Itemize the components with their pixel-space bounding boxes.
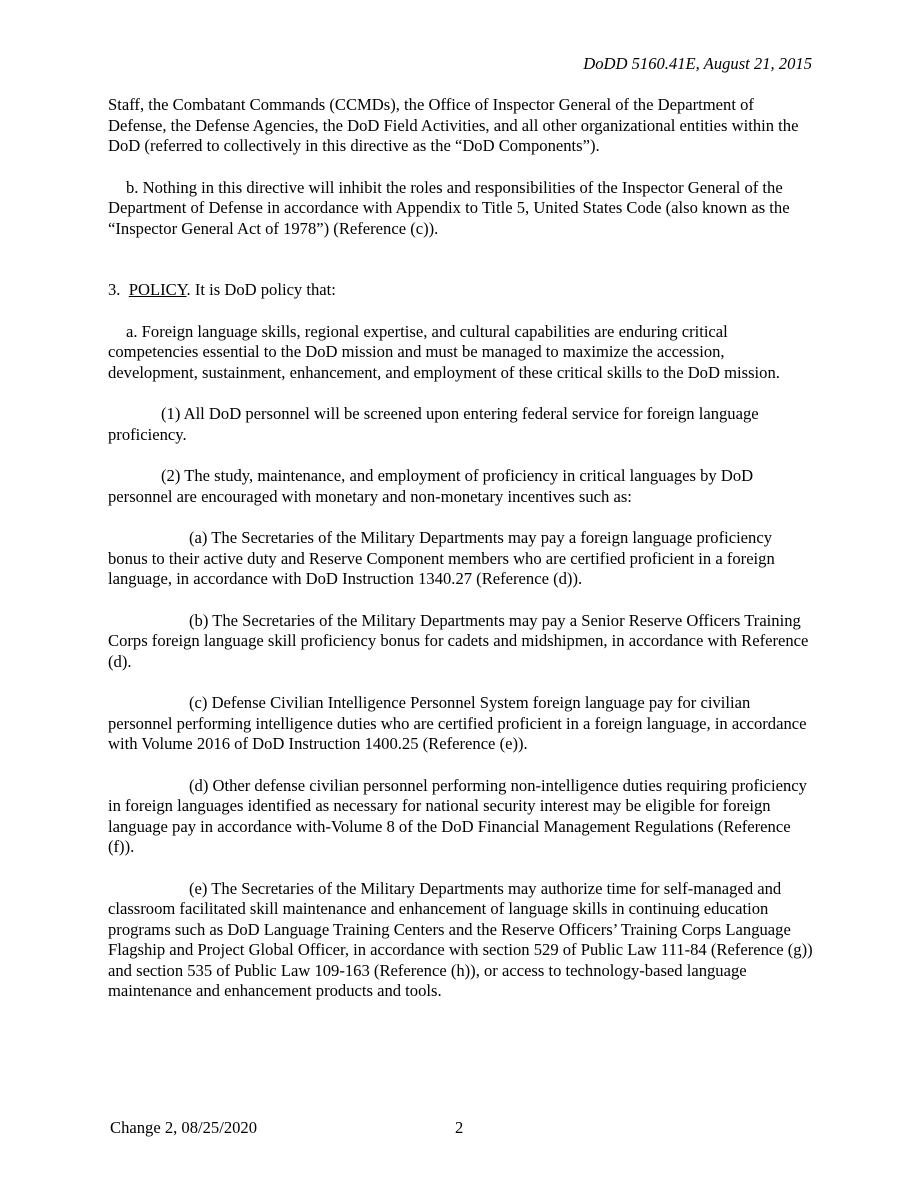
section-lead: . It is DoD policy that: <box>186 280 336 299</box>
document-header: DoDD 5160.41E, August 21, 2015 <box>583 54 812 73</box>
section-number: 3. <box>108 280 121 299</box>
paragraph-3a2c: (c) Defense Civilian Intelligence Personnel System foreign language pay for civilian personnel performing intelligence duties who are certified proficient in a foreign language, in accordance with Volume 2016 of DoD Instruction 1400.25 (Reference (e)). <box>108 693 807 753</box>
paragraph-3a2a: (a) The Secretaries of the Military Departments may pay a foreign language proficiency bonus to their active duty and Reserve Component members who are certified proficient in a foreign language, in accordance with DoD Instruction 1340.27 (Reference (d)). <box>108 528 775 588</box>
paragraph-3a1: (1) All DoD personnel will be screened upon entering federal service for foreign language proficiency. <box>108 404 759 444</box>
paragraph-2b: b. Nothing in this directive will inhibit the roles and responsibilities of the Inspector General of the Department of Defense in accordance with Appendix to Title 5, United States Code (also known as the “Inspector General Act of 1978”) (Reference (c)). <box>108 177 790 238</box>
paragraph-3a2e: (e) The Secretaries of the Military Departments may authorize time for self-managed and classroom facilitated skill maintenance and enhancement of language skills in continuing education programs such as DoD Language Training Centers and the Reserve Officers’ Training Corps Language Flagship and Project Global Officer, in accordance with section 529 of Public Law 111-84 (Reference (g)) and section 535 of Public Law 109-163 (Reference (h)), or access to technology-based language maintenance and enhancement products and tools. <box>108 878 813 1000</box>
footer-change-note: Change 2, 08/25/2020 <box>110 1118 258 1137</box>
paragraph-3a: a. Foreign language skills, regional expertise, and cultural capabilities are enduring critical competencies essential to the DoD mission and must be managed to maximize the accession, development, sustainment, enhancement, and employment of these critical skills to the DoD mission. <box>108 321 780 382</box>
section-title: POLICY <box>128 280 187 299</box>
paragraph-3a2: (2) The study, maintenance, and employment of proficiency in critical languages by DoD personnel are encouraged with monetary and non-monetary incentives such as: <box>108 466 754 506</box>
section-3-heading <box>108 280 814 301</box>
document-body <box>108 95 814 1002</box>
paragraph-3a2d: (d) Other defense civilian personnel performing non-intelligence duties requiring proficiency in foreign languages identified as necessary for national security interest may be eligible for foreign language pay in accordance with-Volume 8 of the DoD Financial Management Regulations (Reference (f)). <box>108 775 807 856</box>
footer-page-number: 2 <box>455 1118 464 1137</box>
paragraph-3a2b: (b) The Secretaries of the Military Departments may pay a Senior Reserve Officers Training Corps foreign language skill proficiency bonus for cadets and midshipmen, in accordance with Reference (d). <box>108 610 809 671</box>
paragraph-continuation: Staff, the Combatant Commands (CCMDs), the Office of Inspector General of the Department of Defense, the Defense Agencies, the DoD Field Activities, and all other organizational entities within the DoD (referred to collectively in this directive as the “DoD Components”). <box>108 95 799 155</box>
